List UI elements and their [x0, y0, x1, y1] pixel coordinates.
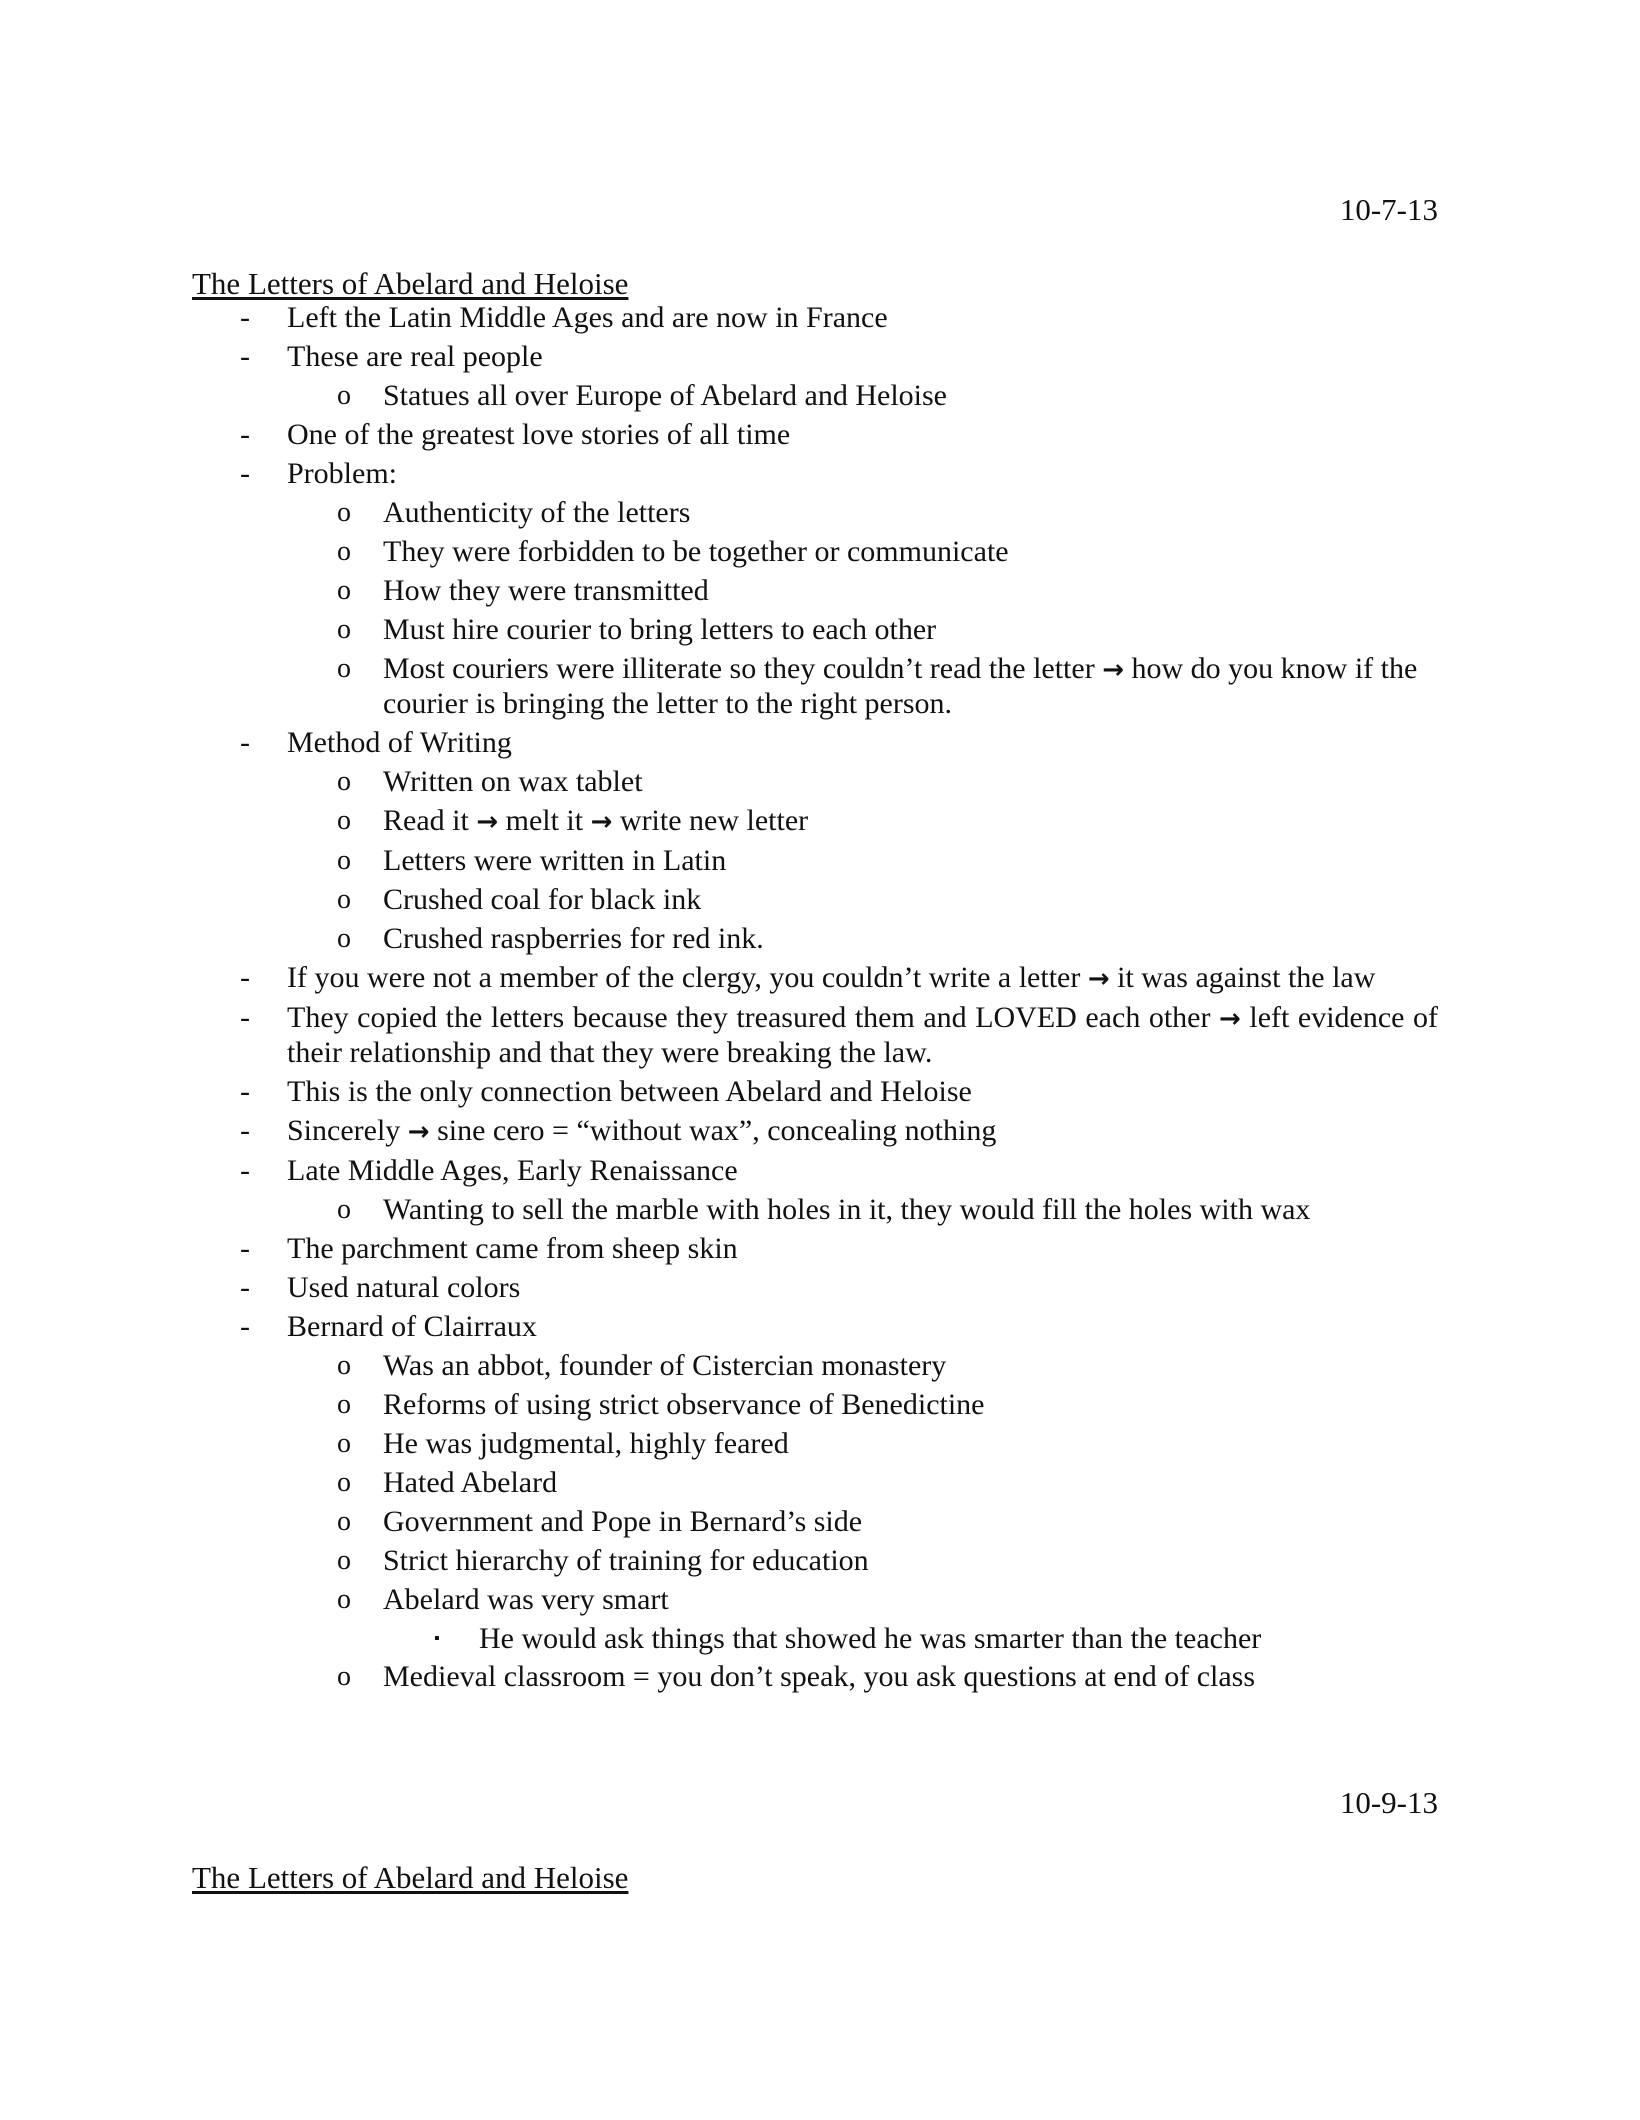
note-item-level-2	[192, 804, 1438, 839]
note-item-level-2	[192, 1193, 1438, 1227]
note-text: Must hire courier to bring letters to each other	[383, 613, 937, 646]
note-text: Authenticity of the letters	[383, 496, 691, 529]
note-text	[287, 961, 1438, 996]
note-item-level-1	[192, 457, 1438, 491]
bullet-dash-icon: -	[240, 1001, 250, 1034]
note-text: Bernard of Clairraux	[287, 1310, 537, 1343]
note-text-part: melt it	[498, 804, 591, 837]
note-text	[287, 1114, 1438, 1149]
bullet-dash-icon: -	[240, 1075, 250, 1108]
note-text: Was an abbot, founder of Cistercian monastery	[383, 1349, 947, 1382]
bullet-circle-icon: o	[337, 845, 351, 876]
bullet-circle-icon: o	[337, 1350, 351, 1381]
note-text: He would ask things that showed he was smarter than the teacher	[479, 1622, 1262, 1655]
note-text-part: left evidence of their relationship and that they were breaking the law.	[287, 1001, 1438, 1069]
note-text: They were forbidden to be together or communicate	[383, 535, 1009, 568]
bullet-dash-icon: -	[240, 340, 250, 373]
arrow-right-icon: →	[476, 807, 499, 837]
note-item-level-3	[192, 1622, 1438, 1656]
note-text: This is the only connection between Abelard and Heloise	[287, 1075, 972, 1108]
note-item-level-2	[192, 379, 1438, 413]
bullet-dash-icon: -	[240, 1232, 250, 1265]
note-item-level-2	[192, 652, 1438, 721]
note-text: Method of Writing	[287, 726, 512, 759]
notes-list	[192, 301, 1438, 1699]
note-item-level-2	[192, 883, 1438, 917]
note-item-level-1	[192, 1232, 1438, 1266]
bullet-circle-icon: o	[337, 575, 351, 606]
note-item-level-1	[192, 961, 1438, 996]
note-item-level-2	[192, 1427, 1438, 1461]
bullet-dash-icon: -	[240, 1271, 250, 1304]
note-text-part: Sincerely	[287, 1114, 408, 1147]
date-heading-1: 10-7-13	[1339, 192, 1438, 227]
bullet-circle-icon: o	[337, 1467, 351, 1498]
note-item-level-1	[192, 1154, 1438, 1188]
note-text: Written on wax tablet	[383, 765, 643, 798]
bullet-circle-icon: o	[337, 1661, 351, 1692]
note-item-level-2	[192, 1660, 1438, 1694]
bullet-dash-icon: -	[240, 961, 250, 994]
bullet-circle-icon: o	[337, 766, 351, 797]
note-item-level-1	[192, 1075, 1438, 1109]
section-title-1: The Letters of Abelard and Heloise	[192, 266, 629, 301]
note-text: Crushed raspberries for red ink.	[383, 922, 764, 955]
note-item-level-1	[192, 1310, 1438, 1344]
note-item-level-2	[192, 1349, 1438, 1383]
bullet-circle-icon: o	[337, 1428, 351, 1459]
note-item-level-2	[192, 496, 1438, 530]
note-text-part: If you were not a member of the clergy, you couldn’t write a letter	[287, 961, 1088, 994]
note-text: Crushed coal for black ink	[383, 883, 702, 916]
note-text: Abelard was very smart	[383, 1583, 669, 1616]
note-item-level-2	[192, 613, 1438, 647]
note-item-level-2	[192, 765, 1438, 799]
note-text: How they were transmitted	[383, 574, 709, 607]
note-item-level-2	[192, 1505, 1438, 1539]
note-item-level-2	[192, 922, 1438, 956]
section-title-2: The Letters of Abelard and Heloise	[192, 1860, 629, 1895]
bullet-dash-icon: -	[240, 1114, 250, 1147]
note-text: He was judgmental, highly feared	[383, 1427, 789, 1460]
note-text: These are real people	[287, 340, 543, 373]
note-item-level-2	[192, 1544, 1438, 1578]
bullet-circle-icon: o	[337, 923, 351, 954]
note-text: Medieval classroom = you don’t speak, you ask questions at end of class	[383, 1660, 1256, 1693]
note-item-level-2	[192, 535, 1438, 569]
date-heading-2: 10-9-13	[1339, 1785, 1438, 1820]
note-item-level-2	[192, 844, 1438, 878]
bullet-circle-icon: o	[337, 805, 351, 836]
arrow-right-icon: →	[1087, 964, 1110, 994]
note-item-level-1	[192, 1271, 1438, 1305]
note-item-level-2	[192, 1466, 1438, 1500]
bullet-circle-icon: o	[337, 884, 351, 915]
note-text: Late Middle Ages, Early Renaissance	[287, 1154, 738, 1187]
note-text: One of the greatest love stories of all time	[287, 418, 791, 451]
note-text	[287, 1001, 1438, 1070]
arrow-right-icon: →	[1102, 655, 1124, 685]
bullet-dash-icon: -	[240, 726, 250, 759]
note-text: Problem:	[287, 457, 397, 490]
bullet-dash-icon: -	[240, 418, 250, 451]
bullet-circle-icon: o	[337, 497, 351, 528]
note-text: Reforms of using strict observance of Benedictine	[383, 1388, 985, 1421]
note-text-part: sine cero = “without wax”, concealing nothing	[429, 1114, 997, 1147]
note-item-level-1	[192, 726, 1438, 760]
note-item-level-2	[192, 1583, 1438, 1617]
note-text	[383, 804, 1438, 839]
note-text	[383, 652, 1438, 721]
note-text: Statues all over Europe of Abelard and Heloise	[383, 379, 947, 412]
note-text: The parchment came from sheep skin	[287, 1232, 738, 1265]
note-text: Used natural colors	[287, 1271, 521, 1304]
arrow-right-icon: →	[407, 1117, 430, 1147]
bullet-circle-icon: o	[337, 536, 351, 567]
note-item-level-1	[192, 418, 1438, 452]
note-text-part: They copied the letters because they treasured them and LOVED each other	[287, 1001, 1220, 1034]
note-text-part: how do you know if the courier is bringing the letter to the right person.	[383, 652, 1418, 720]
note-item-level-1	[192, 301, 1438, 335]
bullet-square-icon: ▪	[434, 1630, 440, 1647]
note-text: Government and Pope in Bernard’s side	[383, 1505, 863, 1538]
note-item-level-1	[192, 1114, 1438, 1149]
note-item-level-2	[192, 1388, 1438, 1422]
note-text: Letters were written in Latin	[383, 844, 727, 877]
note-text-part: it was against the law	[1109, 961, 1376, 994]
bullet-circle-icon: o	[337, 1506, 351, 1537]
bullet-circle-icon: o	[337, 1584, 351, 1615]
note-item-level-1	[192, 1001, 1438, 1070]
note-text: Hated Abelard	[383, 1466, 558, 1499]
bullet-circle-icon: o	[337, 653, 351, 684]
note-text: Left the Latin Middle Ages and are now in France	[287, 301, 888, 334]
note-text: Strict hierarchy of training for education	[383, 1544, 869, 1577]
note-item-level-1	[192, 340, 1438, 374]
note-text-part: Most couriers were illiterate so they couldn’t read the letter	[383, 652, 1103, 685]
arrow-right-icon: →	[1219, 1004, 1241, 1034]
bullet-dash-icon: -	[240, 1310, 250, 1343]
note-text-part: write new letter	[612, 804, 809, 837]
bullet-dash-icon: -	[240, 1154, 250, 1187]
note-text-part: Read it	[383, 804, 477, 837]
arrow-right-icon: →	[590, 807, 613, 837]
bullet-circle-icon: o	[337, 1545, 351, 1576]
bullet-dash-icon: -	[240, 457, 250, 490]
note-text: Wanting to sell the marble with holes in it, they would fill the holes with wax	[383, 1193, 1311, 1226]
bullet-dash-icon: -	[240, 301, 250, 334]
bullet-circle-icon: o	[337, 1389, 351, 1420]
note-item-level-2	[192, 574, 1438, 608]
bullet-circle-icon: o	[337, 614, 351, 645]
bullet-circle-icon: o	[337, 380, 351, 411]
bullet-circle-icon: o	[337, 1194, 351, 1225]
